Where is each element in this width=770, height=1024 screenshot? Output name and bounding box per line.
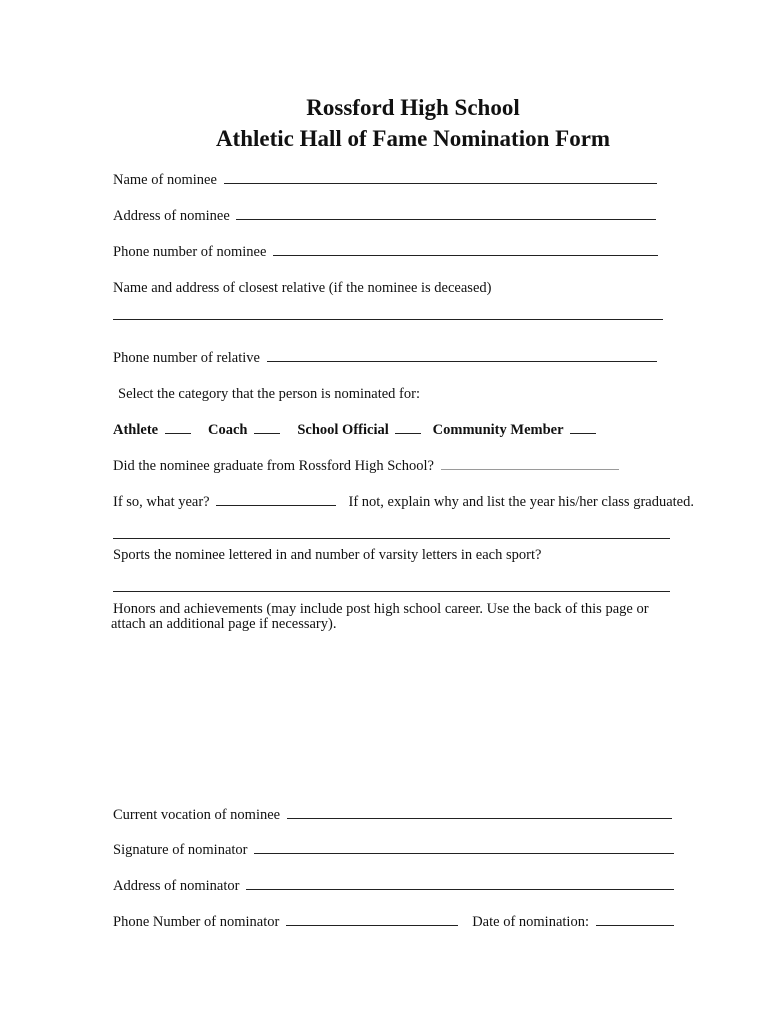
nominee-address-row: [113, 207, 656, 225]
category-school-official-field[interactable]: [395, 421, 421, 434]
if-not-explain-label: If not, explain why and list the year his/her class graduated.: [348, 494, 694, 510]
graduated-answer-field[interactable]: [441, 457, 619, 470]
nominee-address-label: Address of nominee: [113, 208, 230, 224]
nominator-address-label: Address of nominator: [113, 878, 240, 894]
nomination-date-label: Date of nomination:: [472, 914, 589, 930]
vocation-label: Current vocation of nominee: [113, 807, 281, 823]
nominee-name-label: Name of nominee: [113, 172, 217, 188]
nominator-address-row: [113, 877, 674, 895]
sports-lettered-field[interactable]: [113, 591, 670, 592]
category-coach-label: Coach: [207, 422, 248, 438]
category-athlete-field[interactable]: [165, 421, 191, 434]
graduated-row: [113, 457, 619, 475]
vocation-field[interactable]: [287, 806, 672, 819]
honors-label-line2: attach an additional page if necessary).: [111, 616, 337, 632]
relative-info-label: Name and address of closest relative (if the nominee is deceased): [113, 280, 492, 296]
nominee-name-field[interactable]: [224, 171, 657, 184]
sports-lettered-label: Sports the nominee lettered in and number of varsity letters in each sport?: [113, 547, 542, 563]
category-school-official-label: School Official: [297, 422, 389, 438]
nominee-phone-row: [113, 243, 658, 261]
nomination-date-field[interactable]: [596, 913, 674, 926]
nominee-phone-label: Phone number of nominee: [113, 244, 267, 260]
graduation-year-field[interactable]: [216, 493, 336, 506]
nominee-address-field[interactable]: [236, 207, 656, 220]
form-title: Athletic Hall of Fame Nomination Form: [215, 126, 611, 151]
graduation-year-row: [113, 493, 694, 511]
category-community-member-field[interactable]: [570, 421, 596, 434]
if-so-year-label: If so, what year?: [113, 494, 210, 510]
relative-phone-row: [113, 349, 657, 367]
graduated-question: Did the nominee graduate from Rossford High School?: [113, 458, 434, 474]
category-coach-field[interactable]: [254, 421, 280, 434]
nominator-phone-row: [113, 913, 674, 931]
signature-label: Signature of nominator: [113, 842, 248, 858]
relative-info-field[interactable]: [113, 319, 663, 320]
honors-label-line1: Honors and achievements (may include post high school career. Use the back of this page or: [113, 601, 649, 617]
signature-field[interactable]: [254, 841, 674, 854]
school-name: Rossford High School: [306, 95, 520, 120]
nominator-phone-field[interactable]: [286, 913, 458, 926]
signature-row: [113, 841, 674, 859]
category-community-member-label: Community Member: [432, 422, 564, 438]
category-athlete-label: Athlete: [113, 422, 159, 438]
honors-answer-area[interactable]: [113, 640, 670, 790]
category-row: [113, 421, 596, 439]
nominee-name-row: [113, 171, 657, 189]
category-prompt: Select the category that the person is nominated for:: [118, 386, 420, 402]
nominator-phone-label: Phone Number of nominator: [113, 914, 280, 930]
relative-phone-field[interactable]: [267, 349, 657, 362]
nominee-phone-field[interactable]: [273, 243, 658, 256]
explanation-field[interactable]: [113, 538, 670, 539]
vocation-row: [113, 806, 672, 824]
nominator-address-field[interactable]: [246, 877, 674, 890]
relative-phone-label: Phone number of relative: [113, 350, 260, 366]
